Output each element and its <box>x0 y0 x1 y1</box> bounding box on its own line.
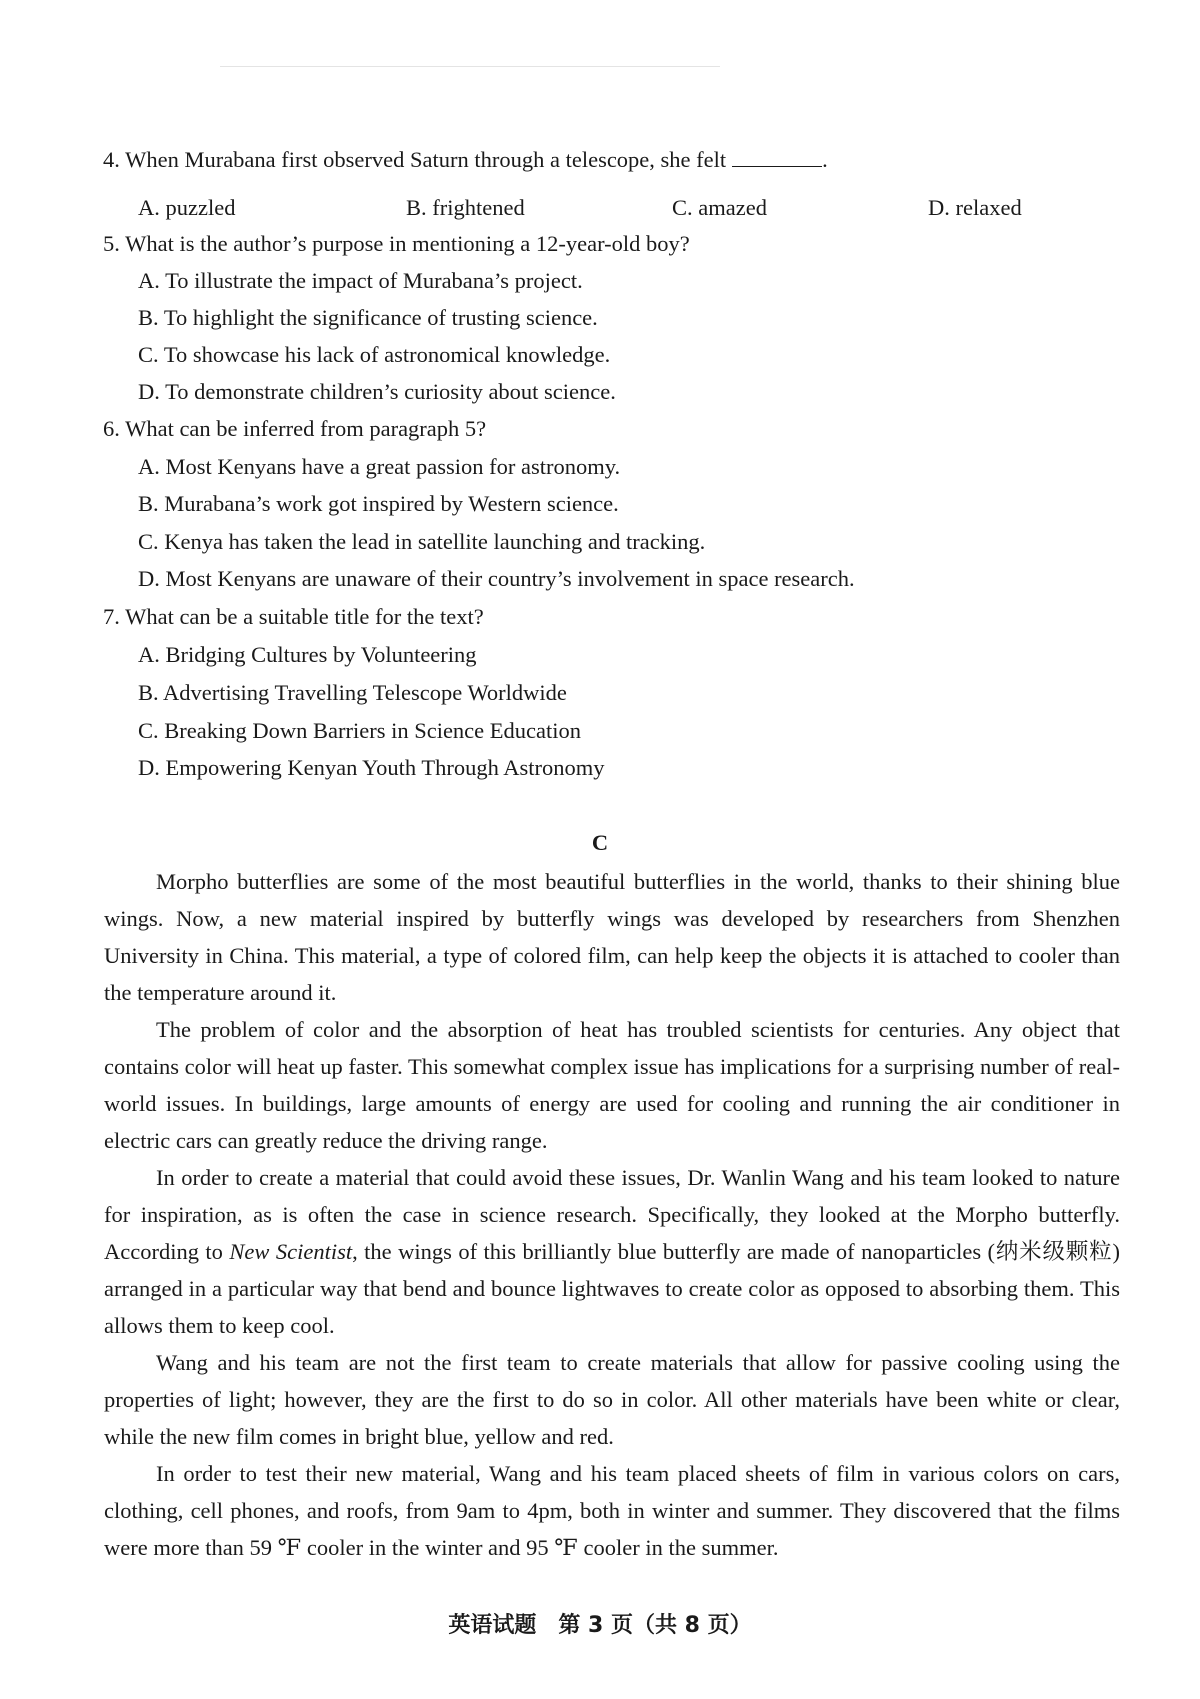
question-6-option-d: D. Most Kenyans are unaware of their country’s involvement in space research. <box>138 566 855 591</box>
question-6-option-c: C. Kenya has taken the lead in satellite launching and tracking. <box>138 529 706 554</box>
question-4-option-c: C. amazed <box>672 195 767 220</box>
scan-artifact-rule <box>220 66 720 67</box>
publication-title: New Scientist <box>229 1239 353 1264</box>
page-footer: 英语试题 第 3 页（共 8 页） <box>448 1613 752 1638</box>
question-4-end: . <box>822 147 828 172</box>
passage-paragraph-4: Wang and his team are not the first team to create materials that allow for passive cooling using the properties of light; however, they are the first to do so in color. All other materials have been white or clear, while the new film comes in bright blue, yellow and red. <box>104 1350 1120 1449</box>
question-4-option-d: D. relaxed <box>928 195 1022 220</box>
question-6-stem: 6. What can be inferred from paragraph 5? <box>103 416 487 441</box>
passage-paragraph-3-part-2: , the wings of this brilliantly blue butterfly are made of nanoparticles (纳米级颗粒) arranged in a particular way that bend and bounce lightwaves to create color as opposed to absorbing them. This allows them to keep cool. <box>104 1239 1121 1338</box>
question-7-stem: 7. What can be a suitable title for the text? <box>103 604 484 629</box>
question-5-option-d: D. To demonstrate children’s curiosity about science. <box>138 379 616 404</box>
question-7-option-d: D. Empowering Kenyan Youth Through Astronomy <box>138 755 605 780</box>
question-5-option-b: B. To highlight the significance of trusting science. <box>138 305 598 330</box>
question-5-stem: 5. What is the author’s purpose in mentioning a 12-year-old boy? <box>103 231 690 256</box>
question-7-option-b: B. Advertising Travelling Telescope Worldwide <box>138 680 567 705</box>
question-4-options <box>138 193 1058 223</box>
question-6-option-a: A. Most Kenyans have a great passion for astronomy. <box>138 454 621 479</box>
question-5-option-a: A. To illustrate the impact of Murabana’s project. <box>138 268 583 293</box>
passage-paragraph-5: In order to test their new material, Wang and his team placed sheets of film in various colors on cars, clothing, cell phones, and roofs, from 9am to 4pm, both in winter and summer. They discovered that the films were more than 59 ℉ cooler in the winter and 95 ℉ cooler in the summer. <box>104 1461 1120 1560</box>
answer-blank <box>732 146 822 167</box>
passage-paragraph-1: Morpho butterflies are some of the most beautiful butterflies in the world, thanks to their shining blue wings. Now, a new material inspired by butterfly wings was developed by researchers from Shenzhen University in China. This material, a type of colored film, can help keep the objects it is attached to cooler than the temperature around it. <box>104 869 1120 1005</box>
question-6-option-b: B. Murabana’s work got inspired by Western science. <box>138 491 619 516</box>
question-7-option-c: C. Breaking Down Barriers in Science Education <box>138 718 582 743</box>
question-4-option-a: A. puzzled <box>138 195 236 220</box>
question-4-stem <box>103 145 828 175</box>
question-7-option-a: A. Bridging Cultures by Volunteering <box>138 642 477 667</box>
question-4-option-b: B. frightened <box>406 195 525 220</box>
passage-paragraph-3 <box>104 1159 1120 1344</box>
question-4-text: 4. When Murabana first observed Saturn through a telescope, she felt <box>103 147 727 172</box>
passage-heading: C <box>591 830 609 855</box>
passage-paragraph-3-part-1: In order to create a material that could avoid these issues, Dr. Wanlin Wang and his team looked to nature for inspiration, as is often the case in science research. Specifically, they looked at the Morpho butterfly. According to <box>104 1165 1120 1264</box>
passage-paragraph-2: The problem of color and the absorption of heat has troubled scientists for centuries. Any object that contains color will heat up faster. This somewhat complex issue has implications for a surprising number of real-world issues. In buildings, large amounts of energy are used for cooling and running the air conditioner in electric cars can greatly reduce the driving range. <box>104 1017 1120 1153</box>
question-5-option-c: C. To showcase his lack of astronomical knowledge. <box>138 342 611 367</box>
